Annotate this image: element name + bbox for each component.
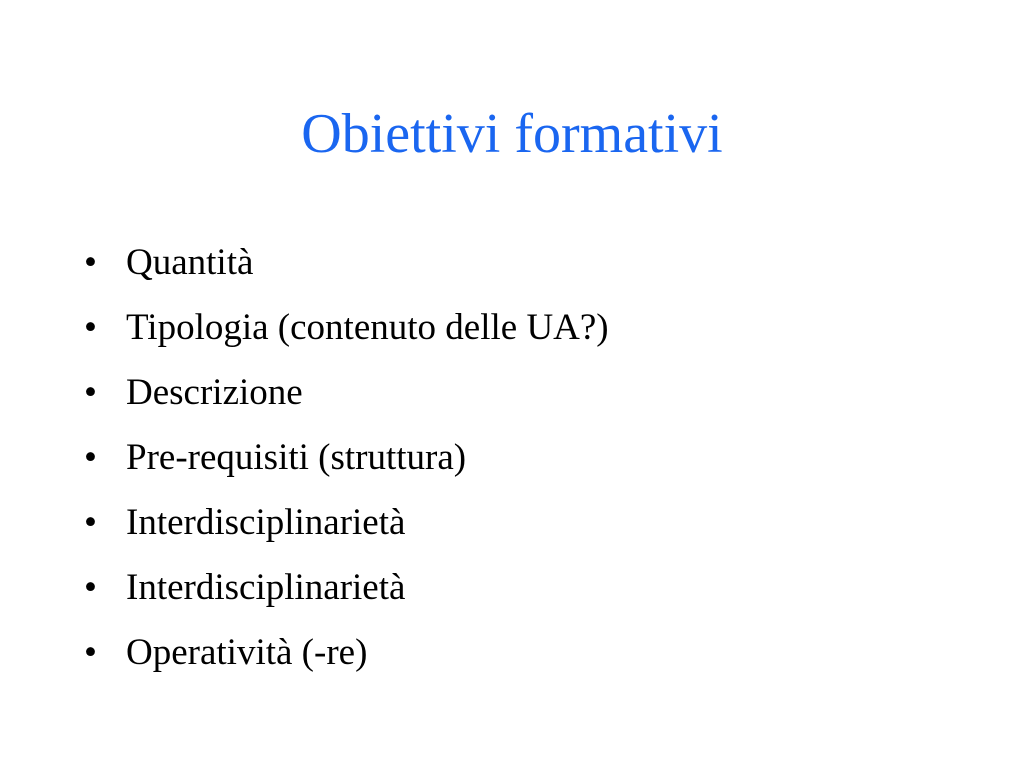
list-item-text: Interdisciplinarietà bbox=[126, 567, 406, 608]
list-item-text: Descrizione bbox=[126, 372, 303, 413]
list-item-text: Operatività (-re) bbox=[126, 632, 368, 673]
bullet-icon: • bbox=[84, 437, 97, 478]
list-item-text: Pre-requisiti (struttura) bbox=[126, 437, 467, 478]
bullet-icon: • bbox=[84, 307, 97, 348]
slide-title: Obiettivi formativi bbox=[301, 103, 723, 165]
bullet-icon: • bbox=[84, 632, 97, 673]
list-item-text: Interdisciplinarietà bbox=[126, 502, 406, 543]
list-item-text: Tipologia (contenuto delle UA?) bbox=[126, 307, 609, 348]
list-item-text: Quantità bbox=[126, 242, 254, 283]
bullet-icon: • bbox=[84, 242, 97, 283]
bullet-icon: • bbox=[84, 567, 97, 608]
bullet-icon: • bbox=[84, 372, 97, 413]
bullet-icon: • bbox=[84, 502, 97, 543]
